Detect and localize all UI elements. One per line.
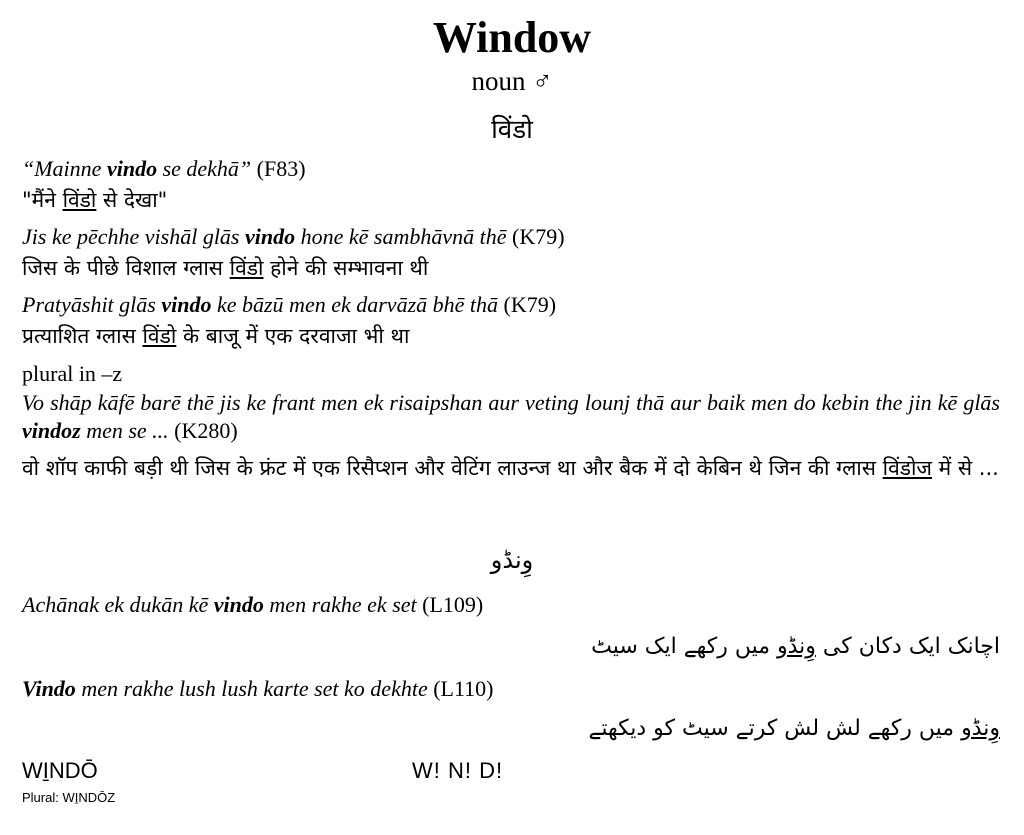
plural-note: plural in –z [22, 361, 123, 386]
pronunciation: WI̱NDŌ [22, 758, 98, 783]
part-of-speech: noun ♂ [471, 66, 553, 96]
example-4-romanized: Vo shāp kāfē barē thē jis ke frant men ek risaipshan aur veting lounj thā aur baik men do kebin the jin kē glās vindoz men se ... (K280) [22, 390, 1000, 443]
urdu-example-2-romanized: Vindo men rakhe lush lush karte set ko dekhte (L110) [22, 676, 494, 701]
pronunciation-symbols: W! N! D! [412, 758, 504, 783]
example-2-romanized: Jis ke pēchhe vishāl glās vindo hone kē sambhāvnā thē (K79) [22, 224, 565, 249]
example-3-romanized: Pratyāshit glās vindo ke bāzū men ek darvāzā bhē thā (K79) [22, 292, 557, 317]
plural-pronunciation: Plural: WI̱NDŌZ [22, 790, 116, 805]
headword: Window [432, 13, 592, 62]
urdu-headword: وِنڈو [490, 546, 534, 574]
urdu-example-2-urdu: وِنڈو میں رکھے لش لش کرتے سیٹ کو دیکھتے [588, 716, 1000, 741]
urdu-example-1-urdu: اچانک ایک دکان کی وِنڈو میں رکھے ایک سیٹ [591, 634, 1000, 659]
urdu-example-1-romanized: Achānak ek dukān kē vindo men rakhe ek set (L109) [22, 592, 484, 617]
example-3-hindi: प्रत्याशित ग्लास विंडो के बाजू में एक दरवाजा भी था [22, 324, 410, 348]
hindi-headword: विंडो [491, 115, 533, 145]
example-1-hindi: "मैंने विंडो से देखा" [22, 188, 168, 212]
example-1-romanized: “Mainne vindo se dekhā” (F83) [22, 156, 306, 181]
example-4-hindi: वो शॉप काफी बड़ी थी जिस के फ्रंट में एक रिसैप्शन और वेटिंग लाउन्ज था और बैक में दो केबिन थे जिन की ग्लास विंडोज में से ... [22, 456, 999, 480]
example-2-hindi: जिस के पीछे विशाल ग्लास विंडो होने की सम्भावना थी [22, 256, 429, 280]
